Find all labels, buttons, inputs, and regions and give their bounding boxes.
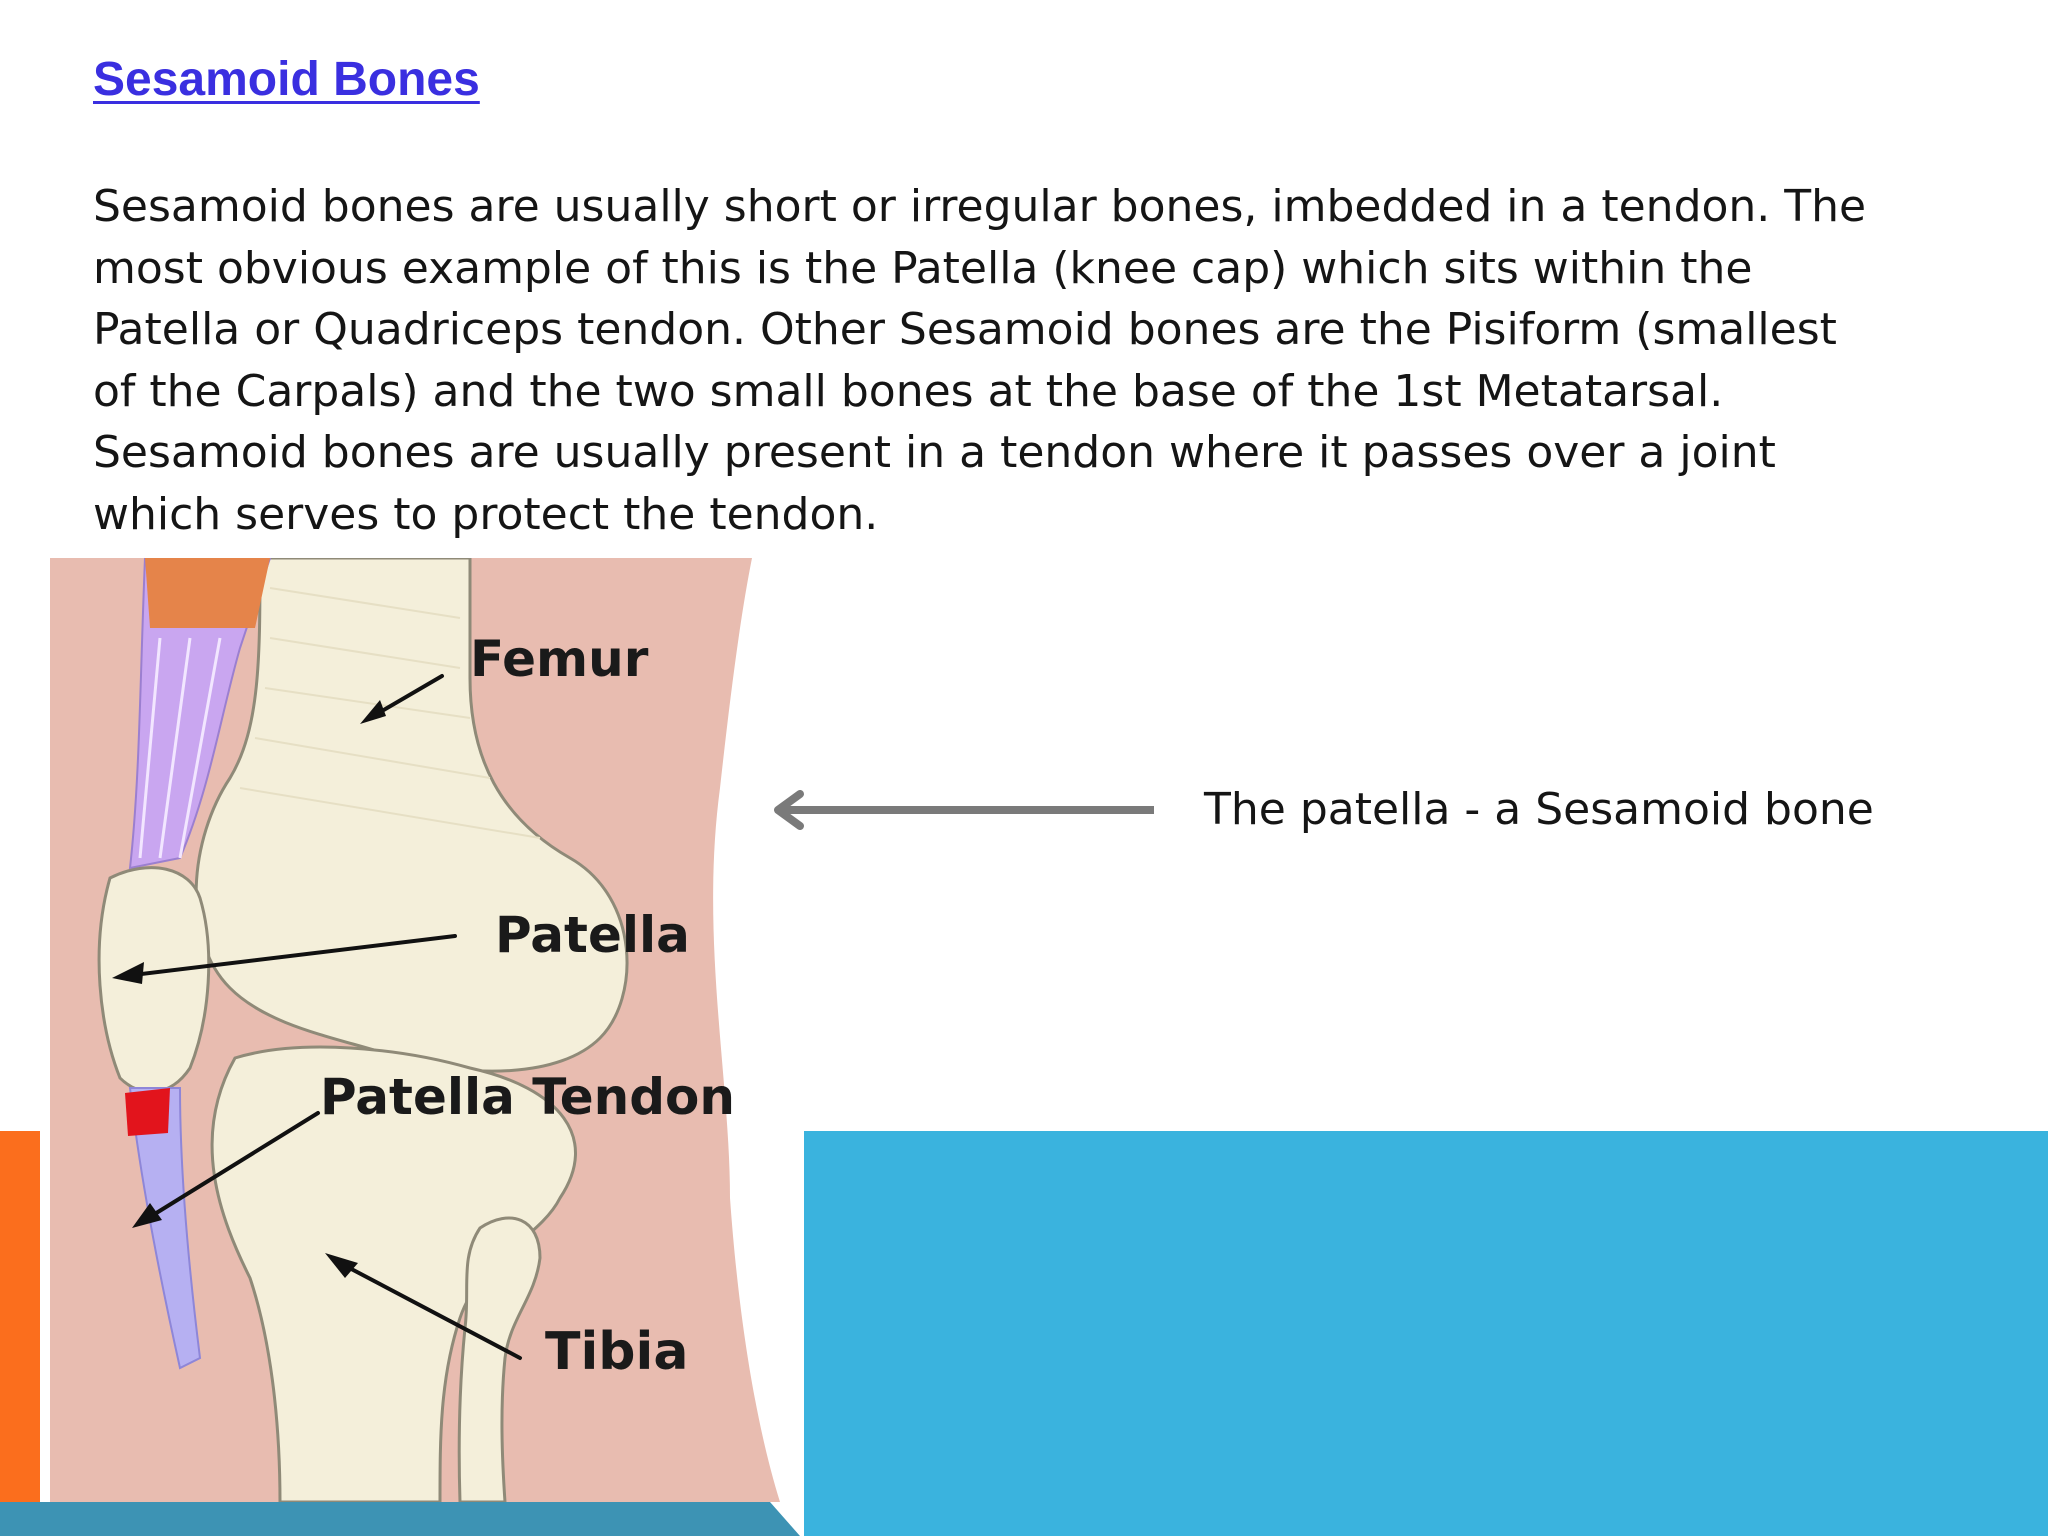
orange-accent-bar (0, 1131, 40, 1536)
patella-bone (99, 868, 209, 1092)
figure-caption: The patella - a Sesamoid bone (1204, 784, 1874, 835)
paragraph-line: which serves to protect the tendon. (93, 488, 879, 540)
left-arrow-icon (764, 790, 1164, 830)
bottom-accent-strip (0, 1502, 800, 1536)
paragraph-line: Patella or Quadriceps tendon. Other Sesamoid bones are the Pisiform (smallest (93, 304, 1837, 355)
title-link[interactable]: Sesamoid Bones (93, 53, 480, 106)
femur-label: Femur (470, 630, 649, 688)
paragraph-line: Sesamoid bones are usually present in a tendon where it passes over a joint (93, 427, 1776, 478)
knee-diagram (40, 558, 804, 1502)
paragraph-line: most obvious example of this is the Patella (knee cap) which sits within the (93, 242, 1753, 294)
knee-illustration (40, 558, 804, 1502)
tibia-label: Tibia (545, 1322, 689, 1382)
patella-tendon-label: Patella Tendon (320, 1068, 735, 1126)
paragraph-line: of the Carpals) and the two small bones at the base of the 1st Metatarsal. (93, 365, 1724, 417)
blue-accent-block (804, 1131, 2048, 1536)
paragraph-line: Sesamoid bones are usually short or irregular bones, imbedded in a tendon. The (93, 181, 1867, 232)
patella-label: Patella (495, 906, 690, 964)
body-paragraph (93, 176, 1867, 545)
